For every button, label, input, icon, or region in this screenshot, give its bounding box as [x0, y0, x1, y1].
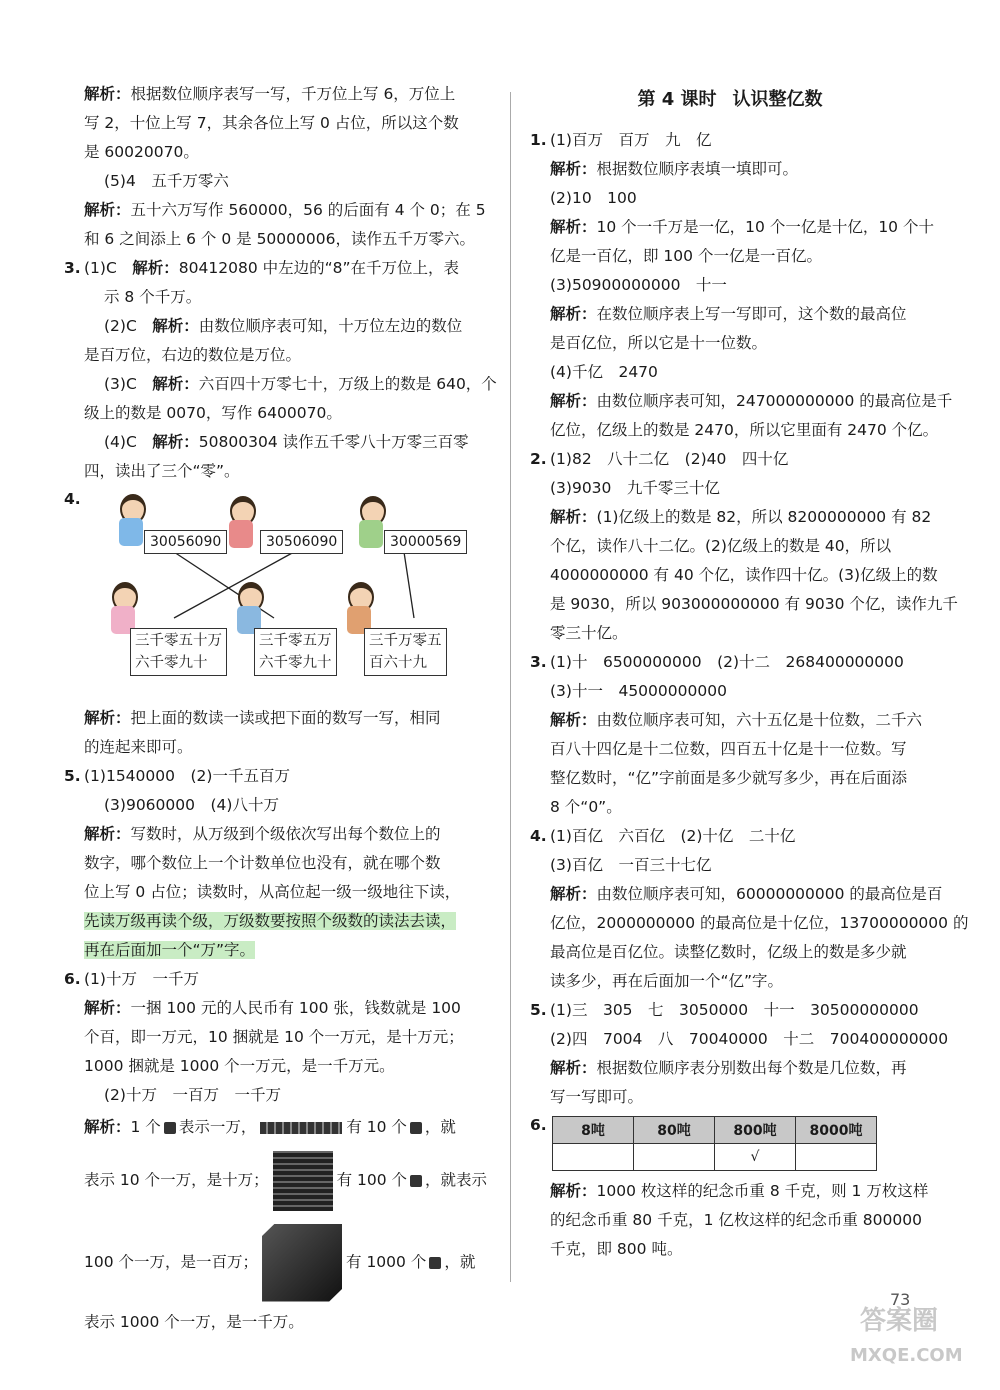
text-line: 亿位，2000000000 的最高位是十亿位，13700000000 的: [550, 914, 969, 932]
text-line: 解析：写数时，从万级到个级依次写出每个数位上的: [84, 825, 441, 843]
text-line: 是百万位，右边的数位是万位。: [84, 346, 302, 364]
table-header-cell: 8000吨: [796, 1117, 877, 1144]
watermark-url: MXQE.COM: [850, 1345, 963, 1366]
child-figure: [224, 496, 258, 550]
left-column: [64, 80, 497, 1337]
text-line: 零三十亿。: [550, 624, 628, 642]
question-3: 3. (1)十 6500000000 (2)十二 268400000000: [530, 653, 904, 671]
text-line: 整亿数时，“亿”字前面是多少就写多少，再在后面添: [550, 769, 908, 787]
page-number: 73: [890, 1290, 911, 1309]
text-line: 四，读出了三个“零”。: [84, 462, 240, 480]
answer-line: (3)百亿 一百三十七亿: [550, 856, 712, 874]
question-6-number: 6.: [530, 1116, 547, 1134]
words-box: 三千万零五 百六十九: [364, 628, 447, 676]
number-bubble: 30000569: [384, 530, 467, 554]
text-line: 数字，哪个数位上一个计数单位也没有，就在哪个数: [84, 854, 441, 872]
bundle-cube-icon: [262, 1224, 342, 1302]
bundle-square-icon: [273, 1151, 333, 1211]
text-line: 表示 10 个一万，是十万； 有 100 个 ，就表示: [84, 1144, 494, 1216]
answer-line: (3)十一 45000000000: [550, 682, 727, 700]
answer-line: (2)十万 一百万 一千万: [104, 1086, 281, 1104]
text-line: 解析：10 个一千万是一亿，10 个一亿是十亿，10 个十: [550, 218, 934, 236]
table-cell: √: [715, 1144, 796, 1171]
text-line: 解析：1000 枚这样的纪念币重 8 千克，则 1 万枚这样: [550, 1182, 929, 1200]
text-line: 的连起来即可。: [84, 738, 193, 756]
table-cell: [553, 1144, 634, 1171]
text-line: 是百亿位，所以它是十一位数。: [550, 334, 768, 352]
weight-table: [552, 1116, 877, 1171]
question-1: 1. (1)百万 百万 九 亿: [530, 131, 712, 149]
text-line: 是 60020070。: [84, 143, 199, 161]
text-line: 100 个一万，是一百万； 有 1000 个 ，就: [84, 1216, 494, 1308]
text-line: 写一写即可。: [550, 1088, 644, 1106]
right-column: [530, 80, 969, 1264]
money-bundle-icon: [164, 1122, 176, 1134]
question-5: 5. (1)1540000 (2)一千五百万: [64, 767, 290, 785]
highlighted-line: 先读万级再读个级，万级数要按照个级数的读法去读，: [84, 912, 457, 930]
text-line: 解析：根据数位顺序表写一写，千万位上写 6，万位上: [84, 85, 456, 103]
words-box: 三千零五十万 六千零九十: [130, 628, 227, 676]
words-box: 三千零五万 六千零九十: [254, 628, 337, 676]
text-line: 解析：一捆 100 元的人民币有 100 张，钱数就是 100: [84, 999, 461, 1017]
text-line: 解析：在数位顺序表上写一写即可，这个数的最高位: [550, 305, 907, 323]
text-line: 千克，即 800 吨。: [550, 1240, 683, 1258]
text-line: 解析：根据数位顺序表分别数出每个数是几位数，再: [550, 1059, 907, 1077]
lesson-title: 第 4 课时 认识整亿数: [637, 89, 823, 110]
text-line: 示 8 个千万。: [104, 288, 202, 306]
table-cell: [796, 1144, 877, 1171]
text-line: 4000000000 有 40 个亿，读作四十亿。(3)亿级上的数: [550, 566, 938, 584]
text-line: 的纪念币重 80 千克，1 亿枚这样的纪念币重 800000: [550, 1211, 922, 1229]
question-4: 4. (1)百亿 六百亿 (2)十亿 二十亿: [530, 827, 796, 845]
question-5: 5. (1)三 305 七 3050000 十一 30500000000: [530, 1001, 919, 1019]
matching-figure: [64, 490, 494, 700]
answer-line: (3)50900000000 十一: [550, 276, 727, 294]
text-line: 个百，即一万元，10 捆就是 10 个一万元，是十万元；: [84, 1028, 464, 1046]
bundle-row-icon: [260, 1122, 342, 1134]
text-line: 和 6 之间添上 6 个 0 是 50000006，读作五千万零六。: [84, 230, 475, 248]
text-line: 百八十四亿是十二位数，四百五十亿是十一位数。写: [550, 740, 907, 758]
question-6: 6. (1)十万 一千万: [64, 970, 199, 988]
question-2: 2. (1)82 八十二亿 (2)40 四十亿: [530, 450, 789, 468]
answer-line: (3)9030 九千零三十亿: [550, 479, 720, 497]
table-header-cell: 800吨: [715, 1117, 796, 1144]
answer-line: (3)9060000 (4)八十万: [104, 796, 279, 814]
text-line: 位上写 0 占位；读数时，从高位起一级一级地往下读，: [84, 883, 461, 901]
question-6: [530, 1116, 930, 1171]
child-figure: [354, 496, 388, 550]
text-line: 亿位，亿级上的数是 2470，所以它里面有 2470 个亿。: [550, 421, 939, 439]
number-bubble: 30506090: [260, 530, 343, 554]
answer-line: (4)千亿 2470: [550, 363, 658, 381]
watermark: 答案圈: [860, 1306, 939, 1336]
text-line: 解析：由数位顺序表可知，247000000000 的最高位是千: [550, 392, 953, 410]
text-line: 读多少，再在后面加一个“亿”字。: [550, 972, 784, 990]
number-bubble: 30056090: [144, 530, 227, 554]
text-line: (3)C 解析：六百四十万零七十，万级上的数是 640，个: [104, 375, 497, 393]
answer-line: (2)10 100: [550, 189, 637, 207]
table-header-cell: 8吨: [553, 1117, 634, 1144]
text-line: 解析：根据数位顺序表填一填即可。: [550, 160, 799, 178]
text-line: 8 个“0”。: [550, 798, 622, 816]
text-line: 个亿，读作八十二亿。(2)亿级上的数是 40，所以: [550, 537, 892, 555]
table-header-cell: 80吨: [634, 1117, 715, 1144]
text-line: 写 2，十位上写 7，其余各位上写 0 占位，所以这个数: [84, 114, 459, 132]
answer-line: (5)4 五千万零六: [104, 172, 229, 190]
table-cell: [634, 1144, 715, 1171]
child-figure: [114, 494, 148, 548]
question-3: 3. (1)C 解析：80412080 中左边的“8”在千万位上，表: [64, 259, 460, 277]
text-line: 1000 捆就是 1000 个一万元，是一千万元。: [84, 1057, 395, 1075]
text-line: 解析：(1)亿级上的数是 82，所以 8200000000 有 82: [550, 508, 932, 526]
text-line: 解析：由数位顺序表可知，60000000000 的最高位是百: [550, 885, 943, 903]
text-line: (2)C 解析：由数位顺序表可知，十万位左边的数位: [104, 317, 463, 335]
text-line: 解析：1 个 表示一万， 有 10 个 ，就: [84, 1118, 456, 1136]
money-bundle-icon: [410, 1122, 422, 1134]
highlighted-line: 再在后面加一个“万”字。: [84, 941, 256, 959]
text-line: 是 9030，所以 903000000000 有 9030 个亿，读作九千: [550, 595, 958, 613]
text-line: 表示 1000 个一万，是一千万。: [84, 1313, 304, 1331]
text-line: 级上的数是 0070，写作 6400070。: [84, 404, 342, 422]
text-line: 亿是一百亿，即 100 个一亿是一百亿。: [550, 247, 822, 265]
text-line: 最高位是百亿位。读整亿数时，亿级上的数是多少就: [550, 943, 907, 961]
column-divider: [510, 92, 511, 1282]
money-bundle-icon: [429, 1257, 441, 1269]
text-line: 解析：由数位顺序表可知，六十五亿是十位数，二千六: [550, 711, 923, 729]
text-line: 解析：把上面的数读一读或把下面的数写一写，相同: [84, 709, 441, 727]
question-4-number: 4.: [64, 490, 81, 508]
money-bundle-icon: [410, 1175, 422, 1187]
answer-line: (2)四 7004 八 70040000 十二 700400000000: [550, 1030, 949, 1048]
text-line: 解析：五十六万写作 560000，56 的后面有 4 个 0；在 5: [84, 201, 486, 219]
text-line: (4)C 解析：50800304 读作五千零八十万零三百零: [104, 433, 469, 451]
